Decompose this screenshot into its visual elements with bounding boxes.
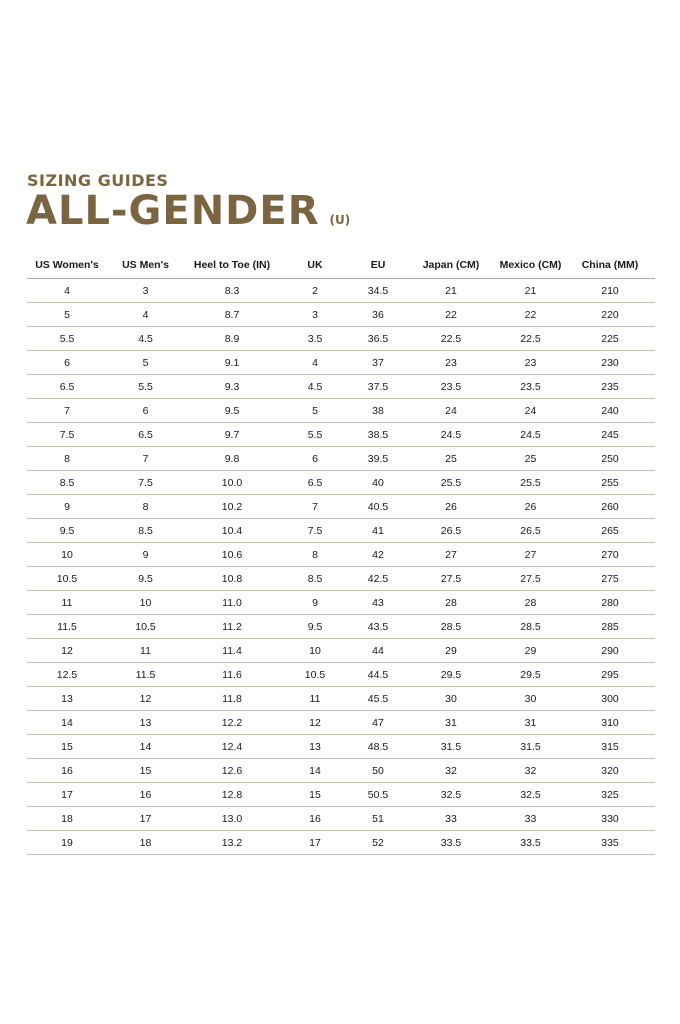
table-cell: 6.5 <box>280 471 350 495</box>
table-cell: 2 <box>280 279 350 303</box>
table-cell: 42 <box>350 543 406 567</box>
table-cell: 22.5 <box>406 327 496 351</box>
table-cell: 250 <box>565 447 655 471</box>
table-row <box>27 351 655 375</box>
table-cell: 8.5 <box>27 471 107 495</box>
column-header: EU <box>350 252 406 279</box>
table-cell: 12.4 <box>184 735 280 759</box>
table-cell: 47 <box>350 711 406 735</box>
table-row <box>27 639 655 663</box>
table-cell: 9 <box>107 543 184 567</box>
table-row <box>27 783 655 807</box>
table-cell: 8.5 <box>107 519 184 543</box>
table-cell: 260 <box>565 495 655 519</box>
table-cell: 7 <box>27 399 107 423</box>
table-cell: 315 <box>565 735 655 759</box>
table-cell: 22 <box>496 303 565 327</box>
table-cell: 21 <box>406 279 496 303</box>
column-header: Mexico (CM) <box>496 252 565 279</box>
table-cell: 28.5 <box>496 615 565 639</box>
table-cell: 32.5 <box>406 783 496 807</box>
table-cell: 275 <box>565 567 655 591</box>
table-cell: 5.5 <box>280 423 350 447</box>
table-row <box>27 303 655 327</box>
table-cell: 6 <box>280 447 350 471</box>
table-row <box>27 423 655 447</box>
table-cell: 335 <box>565 831 655 855</box>
table-cell: 14 <box>27 711 107 735</box>
table-cell: 12.8 <box>184 783 280 807</box>
table-cell: 6 <box>107 399 184 423</box>
table-cell: 33 <box>406 807 496 831</box>
table-cell: 7.5 <box>280 519 350 543</box>
table-cell: 9.5 <box>107 567 184 591</box>
table-cell: 29 <box>496 639 565 663</box>
table-cell: 5.5 <box>107 375 184 399</box>
table-row <box>27 831 655 855</box>
column-header: US Men's <box>107 252 184 279</box>
table-cell: 9 <box>27 495 107 519</box>
table-cell: 23.5 <box>496 375 565 399</box>
table-row <box>27 399 655 423</box>
table-row <box>27 543 655 567</box>
table-cell: 17 <box>107 807 184 831</box>
table-row <box>27 663 655 687</box>
table-cell: 8.3 <box>184 279 280 303</box>
table-cell: 12 <box>280 711 350 735</box>
table-cell: 11 <box>107 639 184 663</box>
table-cell: 40 <box>350 471 406 495</box>
table-cell: 6.5 <box>107 423 184 447</box>
table-cell: 300 <box>565 687 655 711</box>
table-cell: 10.6 <box>184 543 280 567</box>
table-cell: 38 <box>350 399 406 423</box>
title-suffix: (U) <box>329 213 351 227</box>
table-cell: 28.5 <box>406 615 496 639</box>
table-cell: 11 <box>27 591 107 615</box>
table-row <box>27 591 655 615</box>
table-cell: 7.5 <box>27 423 107 447</box>
table-cell: 13.2 <box>184 831 280 855</box>
column-header: China (MM) <box>565 252 655 279</box>
table-cell: 4 <box>280 351 350 375</box>
table-cell: 24.5 <box>496 423 565 447</box>
table-cell: 26.5 <box>406 519 496 543</box>
table-cell: 17 <box>27 783 107 807</box>
table-cell: 13 <box>27 687 107 711</box>
table-cell: 28 <box>406 591 496 615</box>
table-cell: 12.2 <box>184 711 280 735</box>
table-cell: 3 <box>107 279 184 303</box>
table-cell: 265 <box>565 519 655 543</box>
table-header-row <box>27 252 655 279</box>
table-cell: 15 <box>27 735 107 759</box>
table-cell: 19 <box>27 831 107 855</box>
table-cell: 5 <box>107 351 184 375</box>
table-cell: 8 <box>280 543 350 567</box>
table-cell: 210 <box>565 279 655 303</box>
table-cell: 270 <box>565 543 655 567</box>
table-cell: 230 <box>565 351 655 375</box>
table-cell: 11 <box>280 687 350 711</box>
size-chart-table <box>27 252 655 855</box>
table-cell: 8.7 <box>184 303 280 327</box>
table-cell: 11.2 <box>184 615 280 639</box>
table-cell: 11.4 <box>184 639 280 663</box>
table-cell: 37 <box>350 351 406 375</box>
table-cell: 7.5 <box>107 471 184 495</box>
table-body <box>27 279 655 855</box>
table-cell: 10.4 <box>184 519 280 543</box>
table-cell: 40.5 <box>350 495 406 519</box>
table-cell: 32 <box>496 759 565 783</box>
table-cell: 12.6 <box>184 759 280 783</box>
table-cell: 15 <box>280 783 350 807</box>
table-cell: 3.5 <box>280 327 350 351</box>
table-cell: 41 <box>350 519 406 543</box>
table-row <box>27 279 655 303</box>
table-cell: 10.2 <box>184 495 280 519</box>
table-cell: 28 <box>496 591 565 615</box>
table-cell: 9.7 <box>184 423 280 447</box>
table-cell: 12 <box>107 687 184 711</box>
table-row <box>27 687 655 711</box>
table-cell: 23 <box>406 351 496 375</box>
table-cell: 9.5 <box>280 615 350 639</box>
table-cell: 32 <box>406 759 496 783</box>
table-row <box>27 375 655 399</box>
table-cell: 23.5 <box>406 375 496 399</box>
table-cell: 27.5 <box>406 567 496 591</box>
column-header: Japan (CM) <box>406 252 496 279</box>
table-cell: 13.0 <box>184 807 280 831</box>
table-cell: 50.5 <box>350 783 406 807</box>
table-cell: 32.5 <box>496 783 565 807</box>
table-cell: 34.5 <box>350 279 406 303</box>
table-cell: 5.5 <box>27 327 107 351</box>
table-cell: 33.5 <box>406 831 496 855</box>
table-cell: 9 <box>280 591 350 615</box>
table-cell: 33 <box>496 807 565 831</box>
table-cell: 18 <box>107 831 184 855</box>
table-cell: 43.5 <box>350 615 406 639</box>
table-cell: 330 <box>565 807 655 831</box>
table-cell: 10.5 <box>280 663 350 687</box>
table-cell: 10.8 <box>184 567 280 591</box>
table-cell: 290 <box>565 639 655 663</box>
table-cell: 12.5 <box>27 663 107 687</box>
table-cell: 44.5 <box>350 663 406 687</box>
table-cell: 51 <box>350 807 406 831</box>
table-cell: 24 <box>496 399 565 423</box>
table-cell: 10 <box>27 543 107 567</box>
table-cell: 5 <box>280 399 350 423</box>
table-cell: 42.5 <box>350 567 406 591</box>
table-cell: 23 <box>496 351 565 375</box>
table-cell: 4 <box>27 279 107 303</box>
table-cell: 8 <box>107 495 184 519</box>
table-row <box>27 327 655 351</box>
table-cell: 25 <box>406 447 496 471</box>
table-cell: 295 <box>565 663 655 687</box>
table-cell: 31 <box>496 711 565 735</box>
table-cell: 12 <box>27 639 107 663</box>
table-cell: 11.5 <box>107 663 184 687</box>
table-cell: 25 <box>496 447 565 471</box>
table-cell: 11.8 <box>184 687 280 711</box>
table-cell: 30 <box>496 687 565 711</box>
table-cell: 310 <box>565 711 655 735</box>
table-cell: 30 <box>406 687 496 711</box>
section-eyebrow: SIZING GUIDES <box>27 171 169 190</box>
table-cell: 45.5 <box>350 687 406 711</box>
table-cell: 10 <box>107 591 184 615</box>
table-cell: 25.5 <box>406 471 496 495</box>
table-cell: 22.5 <box>496 327 565 351</box>
table-cell: 10.5 <box>107 615 184 639</box>
table-cell: 9.8 <box>184 447 280 471</box>
table-cell: 29 <box>406 639 496 663</box>
table-cell: 245 <box>565 423 655 447</box>
table-cell: 3 <box>280 303 350 327</box>
table-cell: 18 <box>27 807 107 831</box>
table-cell: 29.5 <box>406 663 496 687</box>
table-cell: 52 <box>350 831 406 855</box>
table-cell: 225 <box>565 327 655 351</box>
table-cell: 11.6 <box>184 663 280 687</box>
table-cell: 37.5 <box>350 375 406 399</box>
table-cell: 6 <box>27 351 107 375</box>
table-cell: 36 <box>350 303 406 327</box>
table-cell: 26 <box>406 495 496 519</box>
table-cell: 255 <box>565 471 655 495</box>
table-cell: 10 <box>280 639 350 663</box>
table-cell: 16 <box>107 783 184 807</box>
table-cell: 31 <box>406 711 496 735</box>
table-cell: 29.5 <box>496 663 565 687</box>
table-cell: 285 <box>565 615 655 639</box>
table-cell: 235 <box>565 375 655 399</box>
table-cell: 320 <box>565 759 655 783</box>
table-cell: 24.5 <box>406 423 496 447</box>
table-row <box>27 471 655 495</box>
table-cell: 33.5 <box>496 831 565 855</box>
table-cell: 9.3 <box>184 375 280 399</box>
table-cell: 26.5 <box>496 519 565 543</box>
table-cell: 280 <box>565 591 655 615</box>
table-cell: 13 <box>107 711 184 735</box>
table-cell: 25.5 <box>496 471 565 495</box>
table-cell: 31.5 <box>406 735 496 759</box>
table-cell: 17 <box>280 831 350 855</box>
table-row <box>27 567 655 591</box>
table-cell: 36.5 <box>350 327 406 351</box>
table-cell: 4.5 <box>280 375 350 399</box>
table-cell: 16 <box>280 807 350 831</box>
table-cell: 14 <box>280 759 350 783</box>
table-cell: 27 <box>406 543 496 567</box>
table-cell: 50 <box>350 759 406 783</box>
table-cell: 240 <box>565 399 655 423</box>
table-row <box>27 615 655 639</box>
table-cell: 11.0 <box>184 591 280 615</box>
column-header: UK <box>280 252 350 279</box>
page-title: ALL-GENDER <box>26 188 320 234</box>
table-cell: 325 <box>565 783 655 807</box>
table-cell: 10.5 <box>27 567 107 591</box>
table-cell: 44 <box>350 639 406 663</box>
table-cell: 38.5 <box>350 423 406 447</box>
table-cell: 220 <box>565 303 655 327</box>
table-cell: 13 <box>280 735 350 759</box>
title-block <box>26 188 350 234</box>
table-cell: 27.5 <box>496 567 565 591</box>
table-cell: 31.5 <box>496 735 565 759</box>
table-cell: 8 <box>27 447 107 471</box>
table-cell: 5 <box>27 303 107 327</box>
column-header: Heel to Toe (IN) <box>184 252 280 279</box>
table-cell: 11.5 <box>27 615 107 639</box>
table-row <box>27 759 655 783</box>
table-cell: 9.1 <box>184 351 280 375</box>
column-header: US Women's <box>27 252 107 279</box>
table-cell: 39.5 <box>350 447 406 471</box>
table-cell: 7 <box>107 447 184 471</box>
table-cell: 10.0 <box>184 471 280 495</box>
table-cell: 14 <box>107 735 184 759</box>
table-cell: 43 <box>350 591 406 615</box>
table-cell: 6.5 <box>27 375 107 399</box>
table-row <box>27 807 655 831</box>
table-cell: 9.5 <box>184 399 280 423</box>
table-cell: 24 <box>406 399 496 423</box>
table-cell: 27 <box>496 543 565 567</box>
table-cell: 7 <box>280 495 350 519</box>
table-cell: 8.5 <box>280 567 350 591</box>
table-cell: 21 <box>496 279 565 303</box>
table-cell: 15 <box>107 759 184 783</box>
table-row <box>27 519 655 543</box>
table-row <box>27 495 655 519</box>
table-cell: 22 <box>406 303 496 327</box>
table-row <box>27 711 655 735</box>
table-cell: 9.5 <box>27 519 107 543</box>
table-cell: 48.5 <box>350 735 406 759</box>
table-row <box>27 447 655 471</box>
table-cell: 4 <box>107 303 184 327</box>
table-cell: 8.9 <box>184 327 280 351</box>
table-cell: 16 <box>27 759 107 783</box>
table-cell: 26 <box>496 495 565 519</box>
table-cell: 4.5 <box>107 327 184 351</box>
table-row <box>27 735 655 759</box>
